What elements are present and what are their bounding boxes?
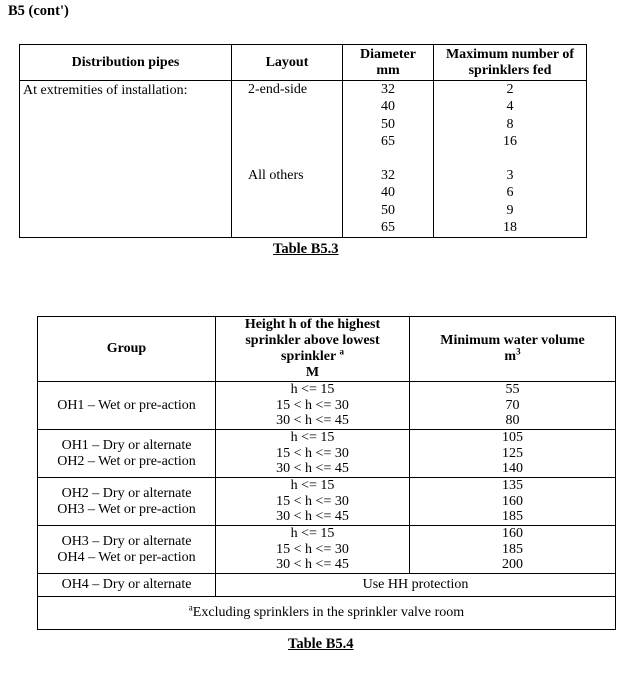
header-distribution-pipes: Distribution pipes: [20, 45, 232, 81]
header-group: Group: [38, 317, 216, 382]
group-cell: OH2 – Dry or alternate OH3 – Wet or pre-action: [38, 478, 216, 526]
section-heading: B5 (cont'): [8, 3, 69, 19]
volume-cell: 105 125 140: [410, 430, 616, 478]
header-layout: Layout: [232, 45, 343, 81]
height-cell: h <= 15 15 < h <= 30 30 < h <= 45: [216, 526, 410, 574]
header-max-sprinklers: Maximum number of sprinklers fed: [434, 45, 587, 81]
volume-cell: 160 185 200: [410, 526, 616, 574]
footnote: $^a$Excluding sprinklers in the sprinkler valve room: [38, 597, 616, 630]
height-cell: h <= 15 15 < h <= 30 30 < h <= 45: [216, 478, 410, 526]
group-cell: OH1 – Dry or alternate OH2 – Wet or pre-action: [38, 430, 216, 478]
diameter-cell: 32 40 50 65 32 40 50 65: [343, 81, 434, 238]
table-row: [38, 526, 616, 574]
table-b5-4: [37, 316, 616, 630]
distribution-pipes-cell: At extremities of installation:: [20, 81, 232, 238]
group-cell: OH3 – Dry or alternate OH4 – Wet or per-action: [38, 526, 216, 574]
volume-cell: 55 70 80: [410, 382, 616, 430]
table-b5-4-caption: Table B5.4: [288, 636, 354, 652]
header-diameter: Diameter mm: [343, 45, 434, 81]
height-cell: h <= 15 15 < h <= 30 30 < h <= 45: [216, 382, 410, 430]
hh-protection-note: Use HH protection: [216, 574, 616, 597]
table-row: [38, 574, 616, 597]
table-row: [38, 430, 616, 478]
table-b5-3: [19, 44, 587, 238]
group-cell: OH1 – Wet or pre-action: [38, 382, 216, 430]
header-min-water-volume: Minimum water volume $m^3$: [410, 317, 616, 382]
layout-cell: 2-end-side All others: [232, 81, 343, 238]
volume-cell: 135 160 185: [410, 478, 616, 526]
table-b5-3-caption: Table B5.3: [273, 241, 339, 257]
sprinklers-cell: 2 4 8 16 3 6 9 18: [434, 81, 587, 238]
header-height: Height h of the highest sprinkler above lowest sprinkler $^a$ M: [216, 317, 410, 382]
table-row: [38, 382, 616, 430]
group-cell: OH4 – Dry or alternate: [38, 574, 216, 597]
height-cell: h <= 15 15 < h <= 30 30 < h <= 45: [216, 430, 410, 478]
table-row: [38, 478, 616, 526]
